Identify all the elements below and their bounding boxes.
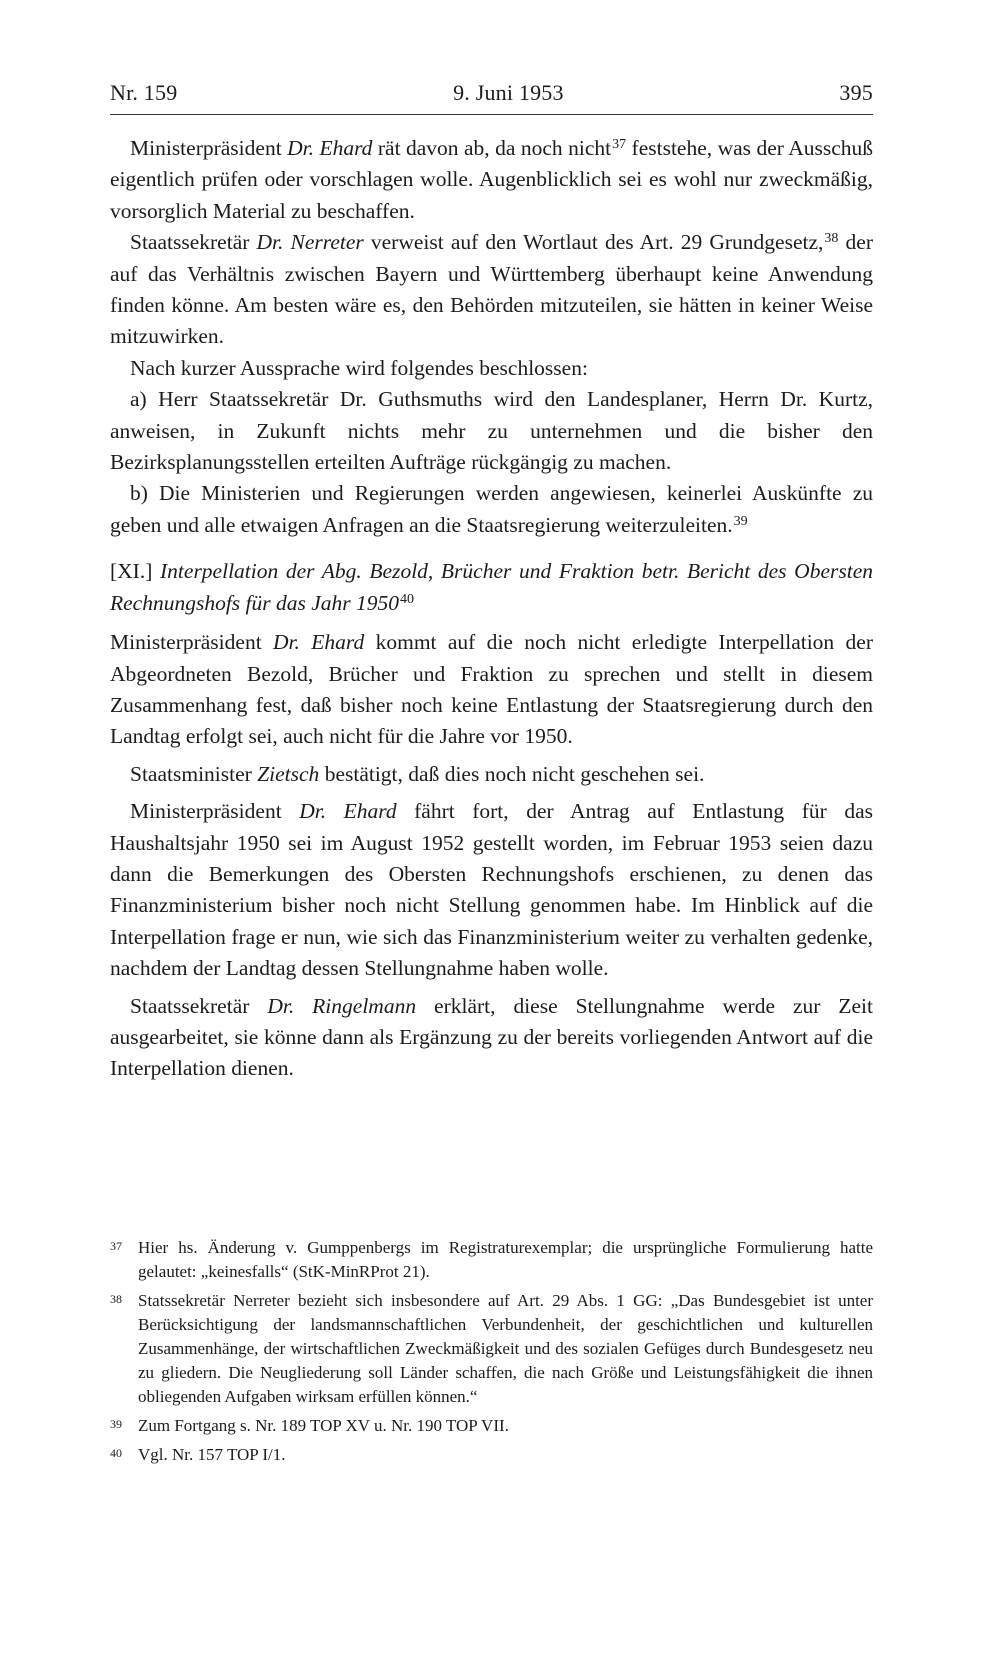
footnote <box>110 1414 873 1438</box>
footnote-text: Statssekretär Nerreter bezieht sich insbesondere auf Art. 29 Abs. 1 GG: „Das Bundesgebiet ist unter Berücksichtigung der landsmannschaftlichen Verbundenheit, der geschichtlichen und kulturellen Zusammenhänge, der wirtschaftlichen Zweckmäßigkeit und des sozialen Gefüges durch Bundesgesetz neu zu gliedern. Die Neugliederung soll Länder schaffen, die nach Größe und Leistungsfähigkeit die ihnen obliegenden Aufgaben wirksam erfüllen können.“ <box>138 1291 873 1406</box>
speaker-name: Dr. Ringelmann <box>267 993 417 1018</box>
paragraph: Staatsminister Zietsch bestätigt, daß dies noch nicht geschehen sei. <box>130 761 705 786</box>
page <box>110 80 873 1085</box>
paragraph: b) Die Ministerien und Regierungen werden angewiesen, keinerlei Auskünfte zu geben und alle etwaigen Anfragen an die Staatsregierung weiterzuleiten.$^{39}$ <box>110 481 873 537</box>
footnote-number: 40 <box>110 1446 122 1460</box>
footnote <box>110 1289 873 1409</box>
footnote <box>110 1443 873 1467</box>
page-number: 395 <box>839 80 873 105</box>
paragraph: a) Herr Staatssekretär Dr. Guthsmuths wird den Landesplaner, Herrn Dr. Kurtz, anweisen, in Zukunft nichts mehr zu unternehmen und die bisher den Bezirksplanungsstellen erteilten Aufträge rückgängig zu machen. <box>110 387 873 475</box>
footnote-text: Zum Fortgang s. Nr. 189 TOP XV u. Nr. 190 TOP VII. <box>138 1416 509 1435</box>
footnote-ref[interactable]: 37 <box>612 137 627 152</box>
speaker-name: Zietsch <box>257 761 320 786</box>
paragraph: Nach kurzer Aussprache wird folgendes beschlossen: <box>130 355 588 380</box>
paragraph: Ministerpräsident Dr. Ehard fährt fort, der Antrag auf Entlastung für das Haushaltsjahr 1950 sei im August 1952 gestellt worden, im Februar 1953 seien dazu dann die Bemerkungen des Obersten Rechnungshofs erschienen, zu denen das Finanzministerium bisher noch nicht Stellung genommen habe. Im Hinblick auf die Interpellation frage er nun, wie sich das Finanzministerium weiter zu verhalten gedenke, nachdem der Landtag dessen Stellungnahme haben wolle. <box>110 799 873 981</box>
footnote-ref[interactable]: 39 <box>733 513 748 529</box>
footnotes <box>110 1236 873 1472</box>
footnote <box>110 1236 873 1284</box>
section-heading: [XI.] Interpellation der Abg. Bezold, Brücher und Fraktion betr. Bericht des Obersten Rechnungshofs für das Jahr 1950$^{40}$ <box>110 559 873 615</box>
speaker-name: Dr. Ehard <box>299 799 397 824</box>
footnote-number: 38 <box>110 1292 122 1306</box>
speaker-name: Dr. Ehard <box>273 630 365 655</box>
paragraph: Ministerpräsident Dr. Ehard rät davon ab, da noch nicht$^{37}$ feststehe, was der Ausschuß eigentlich prüfen oder vorschlagen wolle. Augenblicklich sei es wohl nur zweckmäßig, vorsorglich Material zu beschaffen. <box>110 136 873 223</box>
speaker-name: Dr. Nerreter <box>256 230 364 255</box>
body-text <box>110 133 873 1085</box>
footnote-number: 37 <box>110 1239 122 1253</box>
paragraph: Staatssekretär Dr. Ringelmann erklärt, diese Stellungnahme werde zur Zeit ausgearbeitet, sie könne dann als Ergänzung zu der bereits vorliegenden Antwort auf die Interpellation dienen. <box>110 993 873 1081</box>
document-number: Nr. 159 <box>110 80 178 105</box>
paragraph: Ministerpräsident Dr. Ehard kommt auf die noch nicht erledigte Interpellation der Abgeordneten Bezold, Brücher und Fraktion zu sprechen und stellt in diesem Zusammenhang fest, daß bisher noch keine Entlastung der Staatsregierung durch den Landtag erfolgt sei, auch nicht für die Jahre vor 1950. <box>110 630 873 749</box>
running-header <box>110 80 873 115</box>
footnote-number: 39 <box>110 1417 122 1431</box>
footnote-text: Vgl. Nr. 157 TOP I/1. <box>138 1445 286 1464</box>
footnote-text: Hier hs. Änderung v. Gumppenbergs im Registraturexemplar; die ursprüngliche Formulierung hatte gelautet: „keinesfalls“ (StK-MinRProt 21). <box>138 1238 873 1281</box>
footnote-ref[interactable]: 40 <box>400 591 415 607</box>
paragraph: Staatssekretär Dr. Nerreter verweist auf den Wortlaut des Art. 29 Grundgesetz,$^{38}$ der auf das Verhältnis zwischen Bayern und Württemberg überhaupt keine Anwendung finden könne. Am besten wäre es, den Behörden mitzuteilen, sie hätten in keiner Weise mitzuwirken. <box>110 230 873 349</box>
speaker-name: Dr. Ehard <box>287 136 373 160</box>
footnote-ref[interactable]: 38 <box>824 231 839 247</box>
header-date: 9. Juni 1953 <box>453 80 564 105</box>
